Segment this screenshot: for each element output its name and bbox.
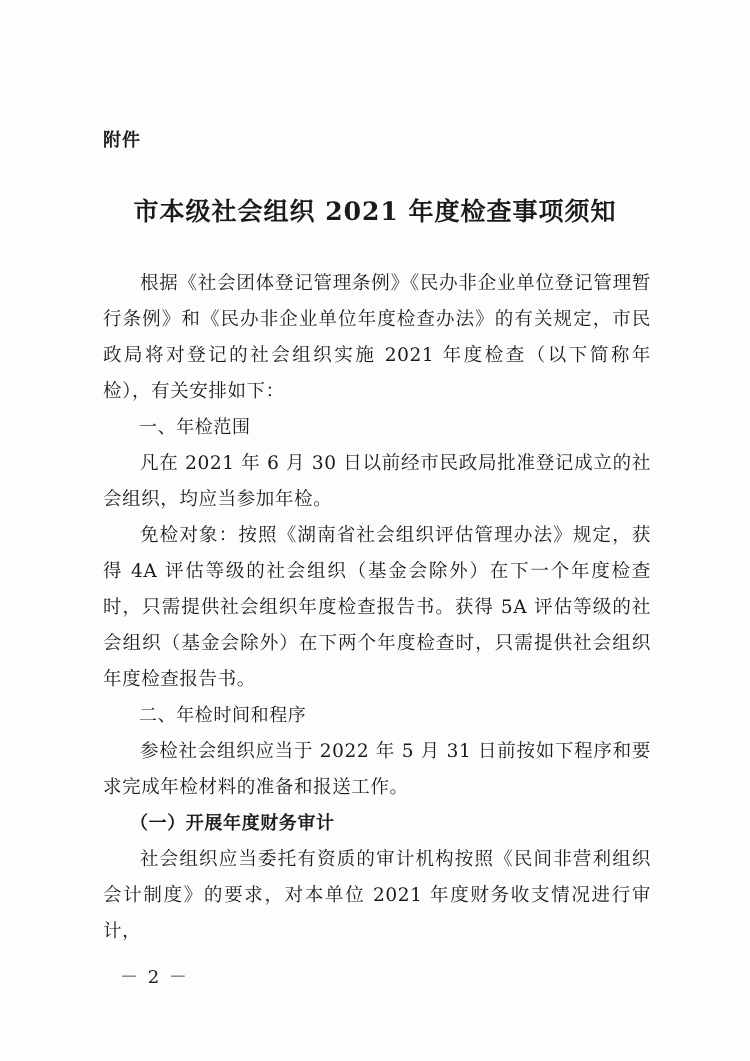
section-heading-scope: 一、年检范围	[139, 417, 251, 438]
page-number: － 2 －	[120, 967, 189, 988]
exemption-paragraph: 免检对象：按照《湖南省社会组织评估管理办法》规定，获得 4A 评估等级的社会组织（基金会除外）在下一个年度检查时，只需提供社会组织年度检查报告书。获得 5A 评估等级的社会组织（基金会除外）在下两个年度检查时，只需提供社会组织年度检查报告书。	[103, 525, 651, 690]
document-title: 市本级社会组织 2021 年度检查事项须知	[133, 197, 617, 226]
scope-paragraph: 凡在 2021 年 6 月 30 日以前经市民政局批准登记成立的社会组织，均应当参加年检。	[103, 453, 651, 510]
audit-paragraph: 社会组织应当委托有资质的审计机构按照《民间非营利组织会计制度》的要求，对本单位 2021 年度财务收支情况进行审计，	[103, 849, 651, 942]
intro-paragraph: 根据《社会团体登记管理条例》《民办非企业单位登记管理暂行条例》和《民办非企业单位年度检查办法》的有关规定，市民政局将对登记的社会组织实施 2021 年度检查（以下简称年检），有关安排如下：	[103, 273, 651, 402]
attachment-label: 附件	[103, 130, 141, 151]
section-heading-time-procedure: 二、年检时间和程序	[139, 705, 307, 726]
subsection-heading-audit: （一）开展年度财务审计	[130, 813, 335, 834]
document-body	[103, 266, 651, 950]
procedure-paragraph: 参检社会组织应当于 2022 年 5 月 31 日前按如下程序和要求完成年检材料的准备和报送工作。	[103, 741, 651, 798]
